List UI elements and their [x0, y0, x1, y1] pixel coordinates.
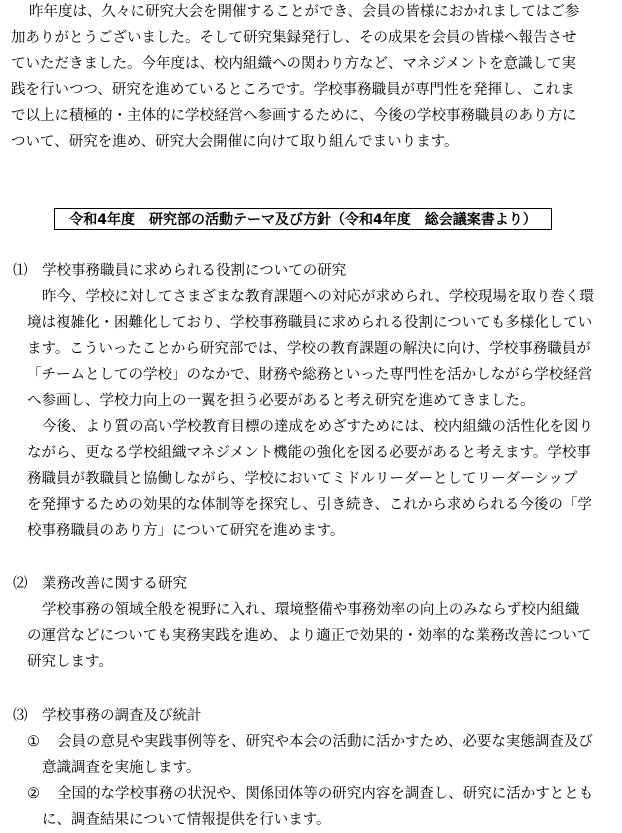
paragraph-line: 学校事務の領域全般を視野に入れ、環境整備や事務効率の向上のみならず校内組織 [42, 602, 580, 618]
list-item-line: 意識調査を実施します。 [42, 760, 201, 776]
paragraph-line: 境は複雑化・困難化しており、学校事務職員に求められる役割についても多様化してい [27, 315, 593, 331]
paragraph-line: の運営などについても実務実践を進め、より適正で効果的・効率的な業務改善について [27, 628, 592, 644]
intro-line: で以上に積極的・主体的に学校経営へ参画するために、今後の学校事務職員のあり方に [11, 108, 577, 124]
intro-line: 践を行いつつ、研究を進めているところです。学校事務職員が専門性を発揮し、これま [11, 82, 575, 98]
list-marker: ② [27, 786, 40, 802]
section-number: ⑴ [13, 263, 28, 279]
intro-line: 昨年度は、久々に研究大会を開催することができ、会員の皆様におかれましてはご参 [29, 4, 580, 20]
list-item-line: に、調査結果について情報提供を行います。 [42, 812, 331, 828]
intro-line: ていただきました。今年度は、校内組織への関わり方など、マネジメントを意識して実 [11, 56, 577, 72]
paragraph-line: 務職員が教職員と協働しながら、学校においてミドルリーダーとしてリーダーシップ [27, 471, 578, 487]
intro-line: 加ありがとうございました。そして研究集録発行し、その成果を会員の皆様へ報告させ [11, 30, 577, 46]
paragraph-line: 「チームとしての学校」のなかで、財務や総務といった専門性を活かしながら学校経営 [27, 367, 593, 383]
paragraph-line: 昨今、学校に対してさまざまな教育課題への対応が求められ、学校現場を取り巻く環 [42, 289, 594, 305]
paragraph-line: ながら、更なる学校組織マネジメント機能の強化を図る必要があると考えます。学校事 [27, 445, 591, 461]
paragraph-line: ます。こういったことから研究部では、学校の教育課題の解決に向け、学校事務職員が [27, 341, 591, 357]
paragraph-line: を発揮するための効果的な体制等を探究し、引き続き、これから求められる今後の「学 [27, 497, 592, 513]
section-number: ⑵ [13, 576, 28, 592]
paragraph-line: へ参画し、学校力向上の一翼を担う必要があると考え研究を進めてきました。 [27, 393, 535, 409]
section-title: 学校事務職員に求められる役割についての研究 [42, 263, 347, 279]
intro-line: ついて、研究を進め、研究大会開催に向けて取り組んでまいります。 [11, 134, 459, 150]
section-title: 学校事務の調査及び統計 [42, 708, 202, 724]
paragraph-line: 校事務職員のあり方」について研究を進めます。 [27, 523, 345, 539]
list-item-line: 会員の意見や実践事例等を、研究や本会の活動に活かすため、必要な実態調査及び [57, 734, 593, 750]
section-heading-box: 令和4年度 研究部の活動テーマ及び方針（令和4年度 総会議案書より） [54, 208, 552, 230]
section-number: ⑶ [13, 708, 28, 724]
list-marker: ① [27, 734, 40, 750]
section-title: 業務改善に関する研究 [42, 576, 187, 592]
paragraph-line: 研究します。 [27, 654, 113, 670]
list-item-line: 全国的な学校事務の状況や、関係団体等の研究内容を調査し、研究に活かすととも [57, 786, 594, 802]
paragraph-line: 今後、より質の高い学校教育目標の達成をめざすためには、校内組織の活性化を図り [42, 419, 593, 435]
